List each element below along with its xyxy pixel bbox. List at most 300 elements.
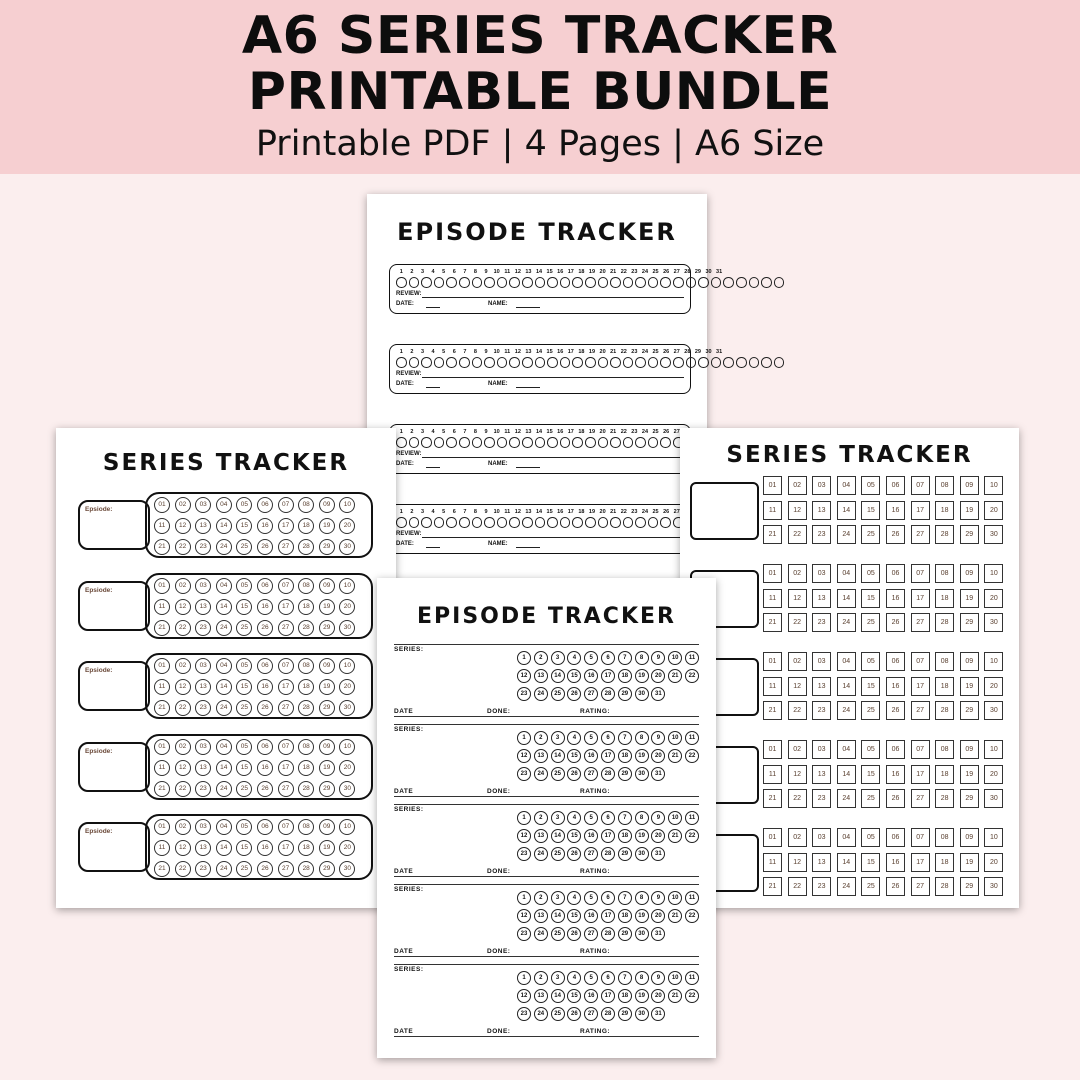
- episode-square: 22: [788, 789, 807, 808]
- episode-circle: 15: [236, 518, 252, 534]
- episode-circle: [648, 517, 659, 528]
- episode-circle: 03: [195, 739, 211, 755]
- episode-number-row: [396, 509, 724, 515]
- episode-circle: 30: [635, 687, 649, 701]
- episode-circle: [522, 517, 533, 528]
- episode-circle: [446, 277, 457, 288]
- episode-square: 26: [886, 789, 905, 808]
- episode-circle: 19: [635, 909, 649, 923]
- rating-label: RATING:: [580, 788, 611, 795]
- episode-circle: [484, 277, 495, 288]
- episode-circle: 22: [685, 909, 699, 923]
- review-label: REVIEW:: [396, 451, 422, 457]
- episode-number: 27: [673, 429, 680, 435]
- episode-circle: 5: [584, 891, 598, 905]
- episode-circle: [572, 437, 583, 448]
- episode-circle: 1: [517, 971, 531, 985]
- episode-square: 24: [837, 789, 856, 808]
- episode-circle: 8: [635, 731, 649, 745]
- episode-number: 2: [410, 429, 414, 435]
- episode-square: 14: [837, 677, 856, 696]
- episode-square: 20: [984, 501, 1003, 520]
- episode-circle: 5: [584, 651, 598, 665]
- episode-circle: 7: [618, 971, 632, 985]
- episode-square: 12: [788, 589, 807, 608]
- episode-circle: 01: [154, 658, 170, 674]
- episode-circle: [598, 277, 609, 288]
- episode-square: 01: [763, 564, 782, 583]
- episode-circle: 30: [635, 847, 649, 861]
- date-line: [394, 796, 699, 797]
- episode-square: 15: [861, 765, 880, 784]
- episode-square: 19: [960, 677, 979, 696]
- episode-number: 8: [473, 509, 477, 515]
- episode-circle: 24: [216, 700, 232, 716]
- episode-label: Epsiode:: [85, 586, 113, 594]
- episode-circle: 29: [618, 927, 632, 941]
- episode-circle: 29: [618, 767, 632, 781]
- date-label: DATE: [394, 1028, 414, 1035]
- episode-circle: 6: [601, 971, 615, 985]
- episode-circle: 31: [651, 927, 665, 941]
- episode-circle: [673, 357, 684, 368]
- episode-square: 29: [960, 789, 979, 808]
- episode-circle: 7: [618, 651, 632, 665]
- series-label: SERIES:: [394, 806, 424, 813]
- episode-square: 09: [960, 564, 979, 583]
- episode-circle: [660, 277, 671, 288]
- episode-circle: [723, 277, 734, 288]
- episode-circle: 18: [298, 840, 314, 856]
- episode-circle: 16: [257, 679, 273, 695]
- rating-label: RATING:: [580, 708, 611, 715]
- episode-square: 08: [935, 476, 954, 495]
- episode-number: 18: [578, 349, 585, 355]
- episode-circle: [396, 277, 407, 288]
- episode-circle: 18: [618, 749, 632, 763]
- episode-circle: 04: [216, 497, 232, 513]
- episode-square: 30: [984, 877, 1003, 896]
- episode-square: 11: [763, 589, 782, 608]
- episode-square: 11: [763, 501, 782, 520]
- episode-number: 17: [567, 269, 574, 275]
- date-line: [426, 547, 440, 548]
- episode-circle: 29: [319, 539, 335, 555]
- episode-circle: 29: [618, 687, 632, 701]
- episode-circle: 9: [651, 971, 665, 985]
- episode-circle: [698, 277, 709, 288]
- episode-number-row: [396, 269, 724, 275]
- episode-number-grid: [145, 573, 373, 639]
- episode-circle: 28: [601, 1007, 615, 1021]
- episode-circle: 27: [584, 847, 598, 861]
- episode-circle: 07: [278, 739, 294, 755]
- episode-number: 14: [535, 429, 543, 435]
- series-line: [394, 644, 699, 645]
- episode-circle: 21: [668, 829, 682, 843]
- episode-square: 10: [984, 828, 1003, 847]
- episode-square: 13: [812, 853, 831, 872]
- episode-circle: 19: [635, 669, 649, 683]
- episode-circle: [535, 277, 546, 288]
- episode-number: 1: [399, 269, 403, 275]
- episode-square: 28: [935, 613, 954, 632]
- episode-circle: 2: [534, 731, 548, 745]
- episode-number: 30: [705, 269, 712, 275]
- episode-circle: [535, 517, 546, 528]
- episode-circle: 15: [236, 679, 252, 695]
- episode-circle: [509, 517, 520, 528]
- episode-circle: 16: [257, 840, 273, 856]
- episode-circle: [560, 437, 571, 448]
- episode-circle: 21: [668, 749, 682, 763]
- episode-circle: 04: [216, 578, 232, 594]
- episode-number: 15: [546, 429, 553, 435]
- done-label: DONE:: [487, 868, 511, 875]
- series-tracker-page-right: [680, 428, 1019, 908]
- episode-circle: 19: [635, 989, 649, 1003]
- episode-circle: 14: [216, 518, 232, 534]
- episode-number: 1: [399, 349, 403, 355]
- episode-circle: 24: [534, 927, 548, 941]
- episode-square: 11: [763, 853, 782, 872]
- date-line: [426, 467, 440, 468]
- episode-circle: 02: [175, 497, 191, 513]
- episode-circle: 15: [236, 599, 252, 615]
- episode-circle: [623, 277, 634, 288]
- episode-square: 06: [886, 476, 905, 495]
- episode-square: 15: [861, 589, 880, 608]
- episode-circle: 14: [216, 760, 232, 776]
- review-label: REVIEW:: [396, 291, 422, 297]
- episode-circle: [635, 517, 646, 528]
- episode-circle: 24: [216, 781, 232, 797]
- episode-circle: 8: [635, 651, 649, 665]
- episode-number-grid: [145, 814, 373, 880]
- episode-number: 16: [557, 509, 564, 515]
- episode-circle: 19: [319, 518, 335, 534]
- episode-square: 29: [960, 877, 979, 896]
- episode-circle: [761, 277, 772, 288]
- episode-circle: [736, 357, 747, 368]
- episode-number: 9: [484, 269, 488, 275]
- episode-number: 21: [610, 269, 617, 275]
- episode-circle: [623, 437, 634, 448]
- episode-square: 15: [861, 677, 880, 696]
- episode-circle: [572, 357, 583, 368]
- episode-circle: [484, 517, 495, 528]
- episode-circle: [446, 517, 457, 528]
- episode-circle: 22: [685, 669, 699, 683]
- episode-circle: 23: [195, 700, 211, 716]
- episode-circle: 9: [651, 731, 665, 745]
- date-label: DATE: [394, 868, 414, 875]
- episode-square: 27: [911, 613, 930, 632]
- episode-circle: 21: [154, 861, 170, 877]
- episode-square: 18: [935, 589, 954, 608]
- episode-circle: [522, 357, 533, 368]
- episode-circle: [497, 517, 508, 528]
- episode-circle: 17: [601, 749, 615, 763]
- episode-number: 9: [484, 429, 488, 435]
- episode-square: 09: [960, 652, 979, 671]
- episode-circle: 26: [257, 781, 273, 797]
- episode-number: 19: [588, 349, 596, 355]
- episode-square: 25: [861, 877, 880, 896]
- episode-circle: [660, 357, 671, 368]
- episode-circle: 3: [551, 971, 565, 985]
- episode-number: 20: [599, 269, 606, 275]
- episode-circle: 10: [668, 891, 682, 905]
- episode-number: 26: [663, 509, 670, 515]
- episode-square: 21: [763, 701, 782, 720]
- episode-circle: 16: [584, 829, 598, 843]
- episode-number: 20: [599, 509, 606, 515]
- episode-circle: 17: [601, 989, 615, 1003]
- episode-circle: [623, 517, 634, 528]
- episode-circle: 06: [257, 819, 273, 835]
- episode-circle: 15: [236, 840, 252, 856]
- episode-label: Epsiode:: [85, 828, 113, 835]
- episode-circle: 23: [517, 927, 531, 941]
- episode-circle: 24: [534, 687, 548, 701]
- episode-number: 13: [525, 509, 532, 515]
- series-line: [394, 724, 699, 725]
- episode-circle: 31: [651, 687, 665, 701]
- episode-circle: [472, 517, 483, 528]
- episode-circle: 1: [517, 891, 531, 905]
- episode-number: 4: [431, 269, 435, 275]
- episode-circle: 5: [584, 731, 598, 745]
- episode-circle: 06: [257, 497, 273, 513]
- episode-circle: [610, 357, 621, 368]
- episode-circle: 8: [635, 891, 649, 905]
- episode-circle: 28: [601, 767, 615, 781]
- review-line: [422, 377, 684, 378]
- episode-square: 30: [984, 701, 1003, 720]
- episode-circle: [572, 277, 583, 288]
- episode-number: 24: [641, 429, 649, 435]
- episode-circle: 6: [601, 811, 615, 825]
- episode-number: 24: [641, 269, 649, 275]
- episode-circle: 14: [551, 749, 565, 763]
- episode-circle: 15: [567, 909, 581, 923]
- episode-circle: 28: [601, 687, 615, 701]
- episode-circle: 28: [298, 861, 314, 877]
- episode-label: Epsiode:: [85, 506, 113, 513]
- name-label: NAME:: [488, 381, 508, 387]
- episode-circle: [660, 437, 671, 448]
- episode-circle: 29: [319, 620, 335, 636]
- subtitle: Printable PDF | 4 Pages | A6 Size: [255, 124, 825, 164]
- episode-circle: 26: [257, 539, 273, 555]
- episode-square: 21: [763, 613, 782, 632]
- episode-circle: [446, 437, 457, 448]
- episode-circle: 17: [278, 840, 294, 856]
- episode-circle: [585, 517, 596, 528]
- episode-circle: 12: [517, 989, 531, 1003]
- episode-circle: 05: [236, 739, 252, 755]
- page-title: SERIES TRACKER: [726, 442, 973, 468]
- episode-tracker-page-front: [377, 578, 716, 1058]
- episode-square: 12: [788, 765, 807, 784]
- episode-square: 18: [935, 765, 954, 784]
- episode-circle: [648, 357, 659, 368]
- episode-square: 04: [837, 564, 856, 583]
- episode-square: 22: [788, 613, 807, 632]
- episode-square: 14: [837, 853, 856, 872]
- episode-circle: 23: [195, 539, 211, 555]
- series-label: SERIES:: [394, 726, 424, 733]
- episode-circle: 27: [584, 927, 598, 941]
- episode-square: 13: [812, 589, 831, 608]
- episode-circle: 9: [651, 651, 665, 665]
- done-label: DONE:: [487, 1028, 511, 1035]
- episode-circle: 30: [635, 767, 649, 781]
- episode-circle: [635, 357, 646, 368]
- episode-circle: [434, 437, 445, 448]
- episode-number-row: [396, 349, 724, 355]
- episode-square: 20: [984, 765, 1003, 784]
- episode-number: 25: [652, 349, 659, 355]
- episode-circle: 13: [534, 669, 548, 683]
- episode-number: 15: [546, 509, 553, 515]
- episode-circle: 08: [298, 497, 314, 513]
- episode-circle: 23: [517, 847, 531, 861]
- episode-circle: [409, 517, 420, 528]
- episode-square: 02: [788, 740, 807, 759]
- episode-circle: [585, 437, 596, 448]
- episode-number: 24: [641, 509, 649, 515]
- title-line-2: PRINTABLE BUNDLE: [247, 62, 833, 122]
- episode-square: 16: [886, 589, 905, 608]
- episode-square: 09: [960, 476, 979, 495]
- episode-circle: 15: [567, 669, 581, 683]
- episode-square: 06: [886, 652, 905, 671]
- episode-circle: 11: [685, 891, 699, 905]
- episode-square: 02: [788, 476, 807, 495]
- episode-number: 2: [410, 349, 414, 355]
- episode-circle: [610, 517, 621, 528]
- episode-number: 2: [410, 509, 414, 515]
- episode-square: 26: [886, 877, 905, 896]
- date-label: DATE:: [396, 541, 414, 547]
- episode-circle: 3: [551, 811, 565, 825]
- episode-circle: 29: [319, 781, 335, 797]
- episode-circle: 15: [567, 829, 581, 843]
- episode-circle: [598, 437, 609, 448]
- episode-circle: [673, 277, 684, 288]
- episode-circle: 06: [257, 739, 273, 755]
- rating-label: RATING:: [580, 1028, 611, 1035]
- episode-circle: [686, 277, 697, 288]
- episode-circle: 16: [584, 989, 598, 1003]
- episode-number: 31: [716, 349, 723, 355]
- episode-circle: 25: [236, 539, 252, 555]
- episode-circle: 25: [551, 687, 565, 701]
- episode-circle: 08: [298, 739, 314, 755]
- episode-square: 02: [788, 564, 807, 583]
- episode-square: 09: [960, 828, 979, 847]
- episode-number: 28: [684, 269, 691, 275]
- episode-circle: 14: [216, 840, 232, 856]
- episode-number: 25: [652, 509, 659, 515]
- episode-circle: 30: [339, 781, 355, 797]
- series-line: [394, 884, 699, 885]
- episode-number: 7: [463, 349, 467, 355]
- episode-number: 7: [463, 269, 467, 275]
- episode-circle: 11: [154, 679, 170, 695]
- episode-number: 29: [694, 269, 701, 275]
- episode-circle: [409, 357, 420, 368]
- episode-circle: 09: [319, 497, 335, 513]
- episode-circle: [396, 517, 407, 528]
- episode-circle: [749, 277, 760, 288]
- episode-square: 29: [960, 613, 979, 632]
- episode-circle: [396, 357, 407, 368]
- episode-circle: 7: [618, 891, 632, 905]
- episode-circle: 01: [154, 819, 170, 835]
- episode-circle: [409, 437, 420, 448]
- episode-circle: 29: [618, 1007, 632, 1021]
- episode-circle: 22: [175, 539, 191, 555]
- episode-circle: 22: [685, 749, 699, 763]
- episode-circle: 21: [154, 700, 170, 716]
- episode-square: 17: [911, 677, 930, 696]
- episode-square: 11: [763, 677, 782, 696]
- rating-label: RATING:: [580, 868, 611, 875]
- episode-circle: 10: [339, 658, 355, 674]
- episode-circle: 25: [551, 847, 565, 861]
- page-title: EPISODE TRACKER: [417, 604, 676, 629]
- episode-number: 17: [567, 509, 574, 515]
- episode-circle: 20: [339, 679, 355, 695]
- episode-circle: [610, 277, 621, 288]
- episode-circle: 04: [216, 658, 232, 674]
- episode-circle: [535, 357, 546, 368]
- episode-circle: 2: [534, 971, 548, 985]
- episode-square: 13: [812, 765, 831, 784]
- episode-circle: 15: [567, 749, 581, 763]
- episode-number: 16: [557, 269, 564, 275]
- episode-number: 21: [610, 509, 617, 515]
- episode-circle: 6: [601, 891, 615, 905]
- episode-circle: [522, 437, 533, 448]
- episode-square: 23: [812, 877, 831, 896]
- episode-circle: 7: [618, 811, 632, 825]
- episode-circle: 28: [298, 539, 314, 555]
- episode-square: 28: [935, 877, 954, 896]
- episode-circle: [421, 357, 432, 368]
- episode-circle: 18: [298, 679, 314, 695]
- series-label: SERIES:: [394, 886, 424, 893]
- episode-circle: 05: [236, 658, 252, 674]
- episode-circle: 02: [175, 819, 191, 835]
- episode-number: 2: [410, 269, 414, 275]
- episode-circle: 14: [551, 989, 565, 1003]
- episode-name-box: [78, 500, 150, 550]
- episode-number: 6: [452, 269, 456, 275]
- episode-label: Epsiode:: [85, 747, 113, 755]
- episode-circle: 04: [216, 739, 232, 755]
- episode-number: 26: [663, 429, 670, 435]
- episode-number: 22: [620, 349, 627, 355]
- series-line: [394, 964, 699, 965]
- episode-square: 19: [960, 589, 979, 608]
- episode-circle: 13: [195, 760, 211, 776]
- episode-circle: 17: [278, 760, 294, 776]
- episode-circle: 11: [685, 651, 699, 665]
